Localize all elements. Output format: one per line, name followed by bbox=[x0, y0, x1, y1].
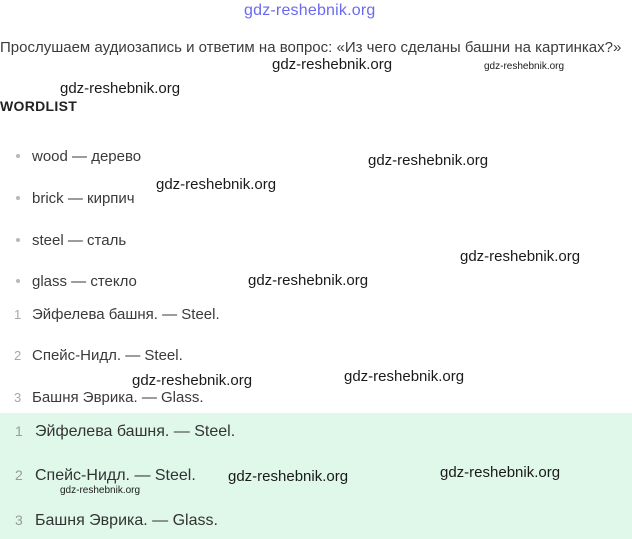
wordlist-title: WORDLIST bbox=[0, 98, 78, 114]
watermark: gdz-reshebnik.org bbox=[60, 485, 141, 496]
answer-number: 3 bbox=[15, 512, 23, 528]
watermark: gdz-reshebnik.org bbox=[156, 176, 277, 193]
answer-item bbox=[14, 306, 220, 323]
watermark: gdz-reshebnik.org bbox=[228, 468, 349, 485]
answer-number: 2 bbox=[15, 467, 23, 483]
watermark: gdz-reshebnik.org bbox=[368, 152, 489, 169]
answer-text: Башня Эврика. — Glass. bbox=[32, 389, 204, 406]
watermark: gdz-reshebnik.org bbox=[132, 372, 253, 389]
wordlist-item bbox=[16, 273, 137, 290]
intro-text: Прослушаем аудиозапись и ответим на вопрос: «Из чего сделаны башни на картинках?» bbox=[0, 39, 622, 56]
answer-item bbox=[15, 423, 235, 441]
wordlist-item-text: steel — сталь bbox=[32, 232, 127, 249]
site-header-link[interactable]: gdz-reshebnik.org bbox=[244, 2, 376, 19]
watermark: gdz-reshebnik.org bbox=[460, 248, 581, 265]
answer-item bbox=[15, 512, 218, 530]
wordlist-item-text: wood — дерево bbox=[32, 148, 142, 165]
wordlist-item-text: glass — стекло bbox=[32, 273, 137, 290]
wordlist-item-text: brick — кирпич bbox=[32, 190, 135, 207]
answer-item bbox=[15, 467, 196, 485]
bullet-icon bbox=[16, 238, 20, 242]
answer-text: Спейс-Нидл. — Steel. bbox=[35, 467, 196, 484]
watermark: gdz-reshebnik.org bbox=[344, 368, 465, 385]
answer-text: Эйфелева башня. — Steel. bbox=[35, 423, 236, 440]
bullet-icon bbox=[16, 279, 20, 283]
answer-number: 1 bbox=[15, 423, 23, 439]
answer-number: 3 bbox=[14, 390, 22, 405]
answer-number: 2 bbox=[14, 348, 22, 363]
watermark: gdz-reshebnik.org bbox=[484, 61, 565, 72]
watermark: gdz-reshebnik.org bbox=[60, 80, 181, 97]
watermark: gdz-reshebnik.org bbox=[248, 272, 369, 289]
answer-text: Спейс-Нидл. — Steel. bbox=[32, 347, 183, 364]
wordlist-item bbox=[16, 190, 135, 207]
wordlist-item bbox=[16, 148, 141, 165]
answer-text: Эйфелева башня. — Steel. bbox=[32, 306, 220, 323]
wordlist-item bbox=[16, 232, 126, 249]
answer-item bbox=[14, 389, 204, 406]
answer-number: 1 bbox=[14, 307, 22, 322]
bullet-icon bbox=[16, 196, 20, 200]
answer-item bbox=[14, 347, 183, 364]
watermark: gdz-reshebnik.org bbox=[440, 464, 561, 481]
answer-text: Башня Эврика. — Glass. bbox=[35, 512, 218, 529]
watermark: gdz-reshebnik.org bbox=[272, 56, 393, 73]
bullet-icon bbox=[16, 154, 20, 158]
